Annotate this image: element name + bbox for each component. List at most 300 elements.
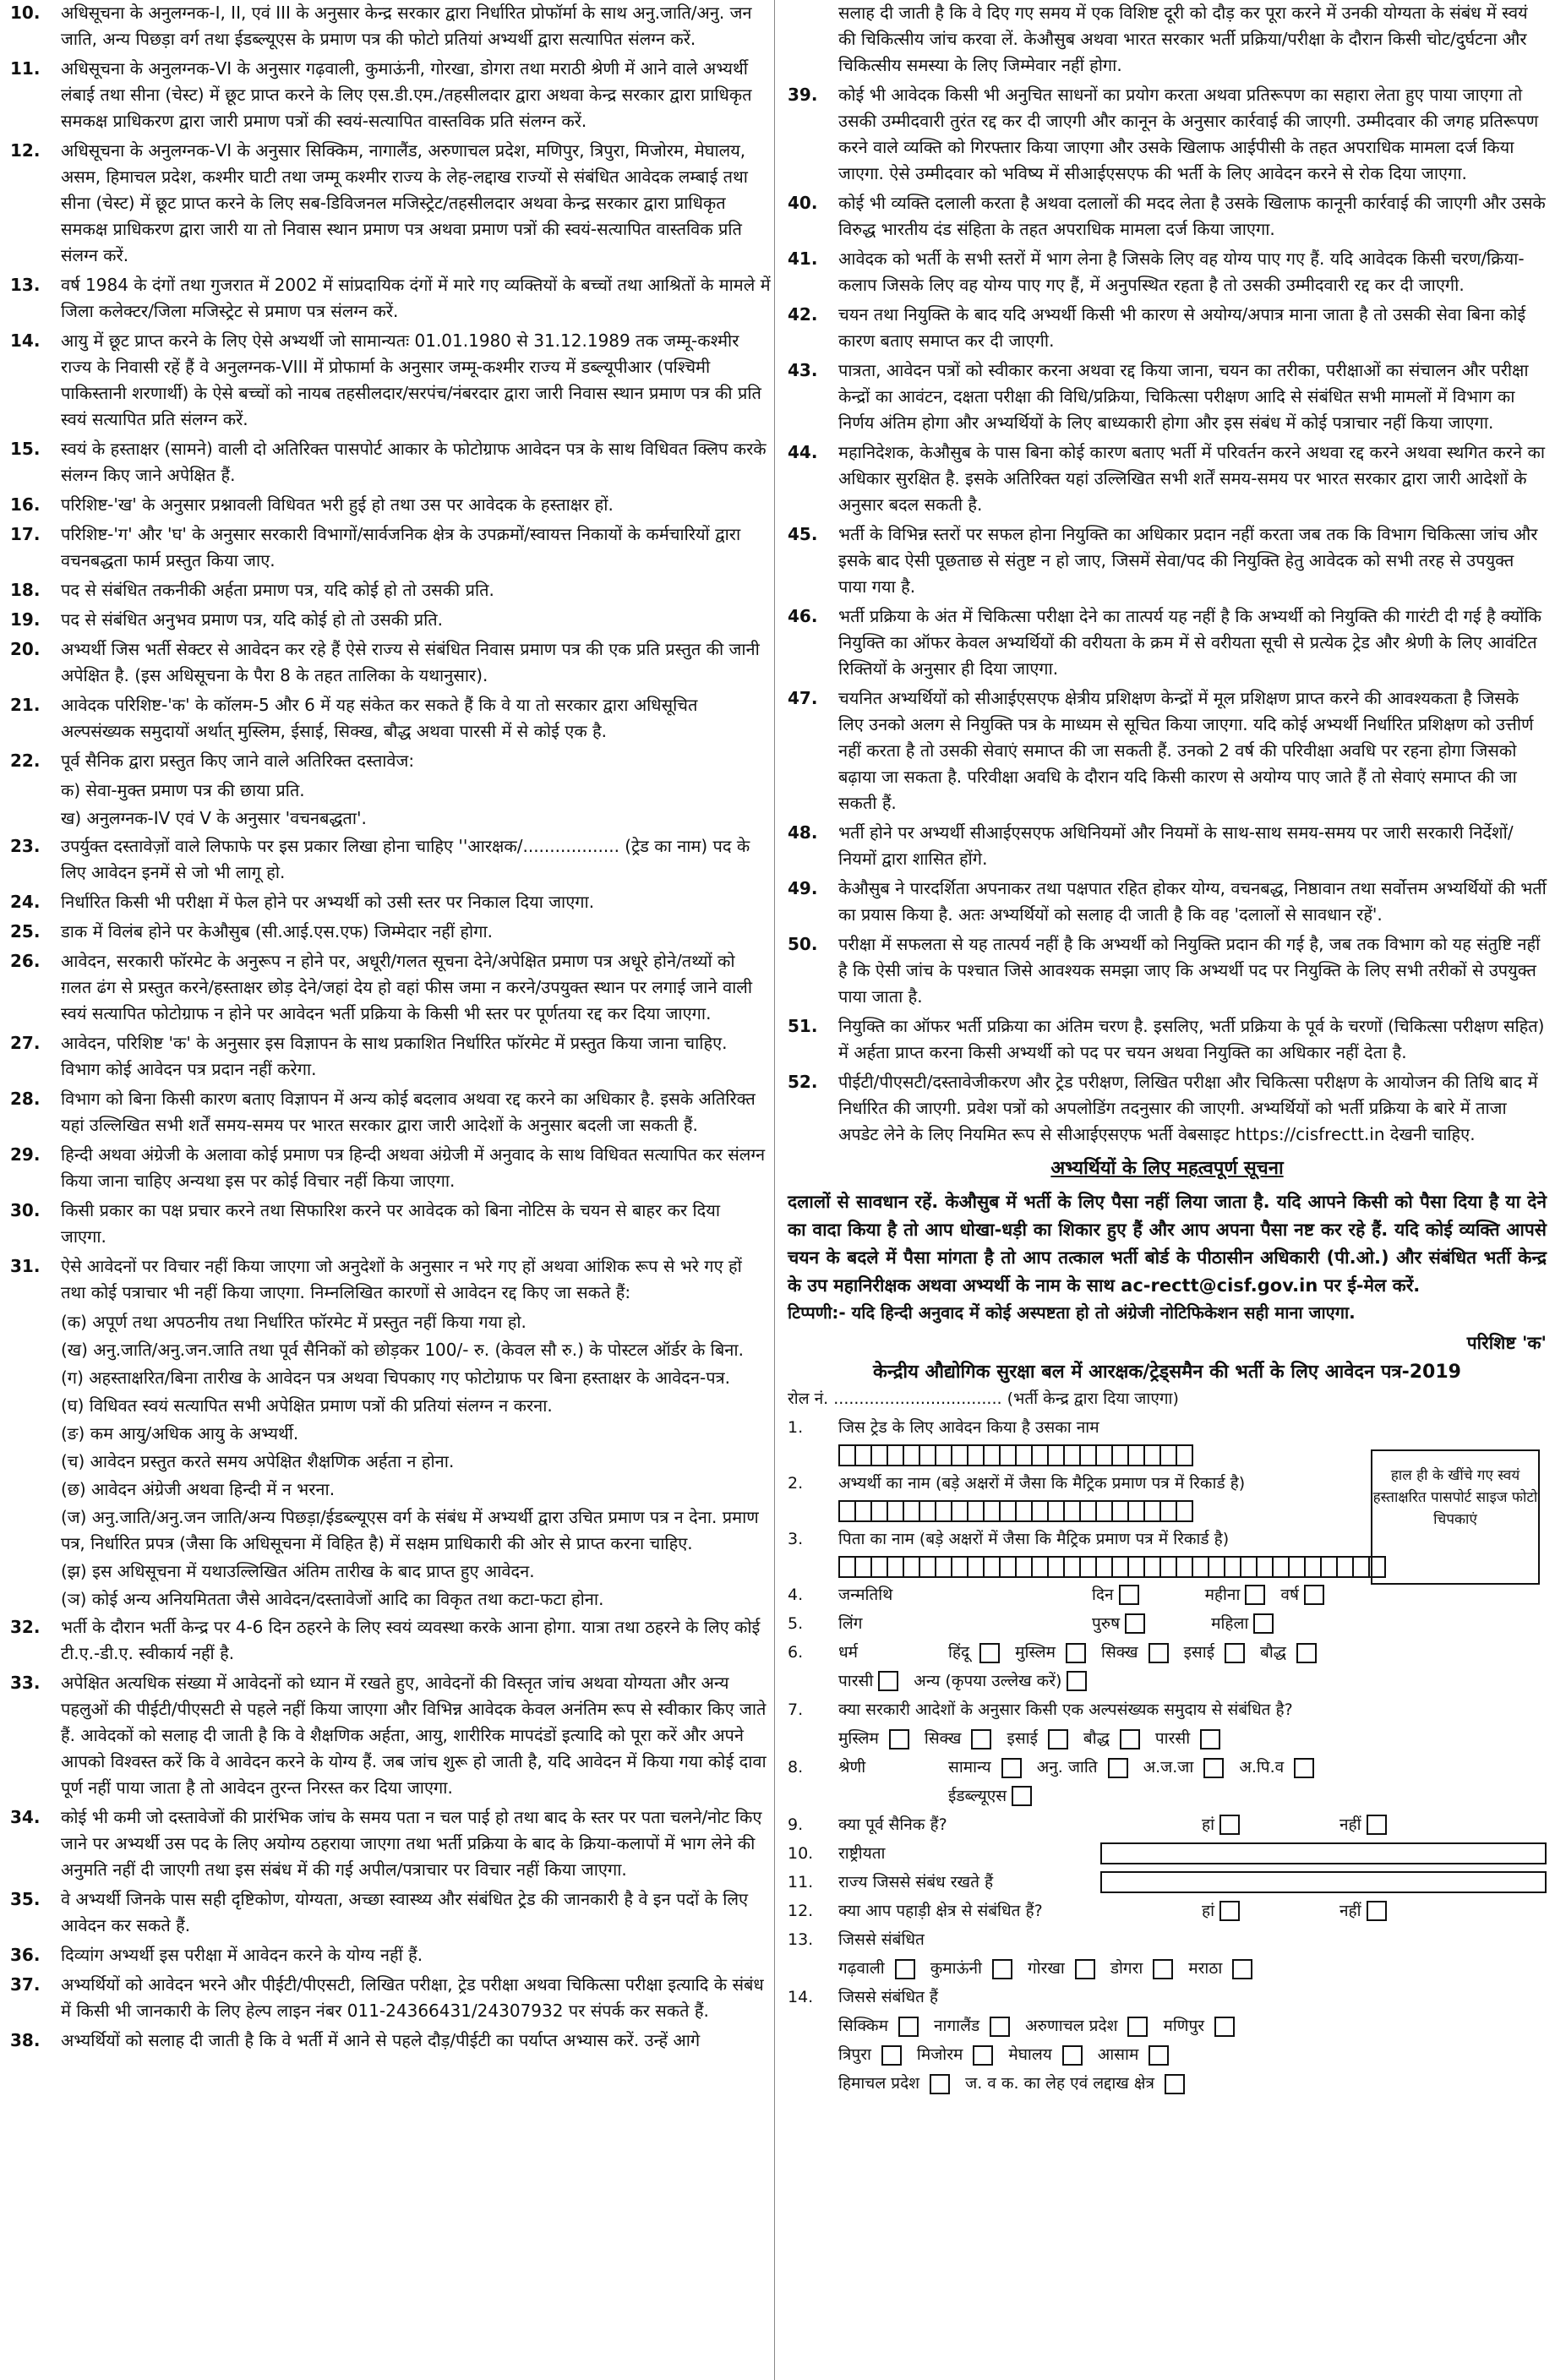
form-field-12: 12. क्या आप पहाड़ी क्षेत्र से संबंधित हैं? हां नहीं [788,1899,1547,1923]
paragraph-number: 22. [10,751,41,771]
hill-area-yes-checkbox[interactable] [1219,1901,1240,1921]
paragraph-number: 20. [10,639,41,659]
letter-cell[interactable] [967,1444,983,1466]
paragraph-text: परिशिष्ट-'ख' के अनुसार प्रश्नावली विधिवत भरी हुई हो तथा उस पर आवेदक के हस्ताक्षर हों. [61,494,614,515]
state-option-label: ज. व क. का लेह एवं लद्दाख क्षेत्र [965,2074,1154,2093]
notice-body: दलालों से सावधान रहें. केऔसुब में भर्ती के लिए पैसा नहीं लिया जाता है. यदि आपने किसी को पैसा दिया है या देने का वादा किया है तो आप धोखा-धड़ी का शिकार हुए हैं और आप अपना पैसा नष्ट कर रहे हैं. यदि कोई व्यक्ति आपसे चयन के बदले में पैसा मांगता है तो आप तत्काल भर्ती बोर्ड के पीठासीन अधिकारी (पी.ओ.) और संबंधित भर्ती केन्द्र के उप महानिरीक्षक अथवा अभ्यर्थी के नाम के साथ ac-rectt@cisf.gov.in पर ई-मेल करें. [788,1192,1547,1296]
sub-item: (घ) विधिवत स्वयं सत्यापित सभी अपेक्षित प्रमाण पत्रों की प्रतियां संलग्न न करना. [61,1395,553,1416]
hill-community-option-label: कुमाऊंनी [930,1959,982,1978]
paragraph-text: नियुक्ति का ऑफर भर्ती प्रक्रिया का अंतिम चरण है. इसलिए, भर्ती प्रक्रिया के पूर्व के चरणों (चिकित्सा परीक्षण सहित) में अर्हता प्राप्त करना किसी अभ्यर्थी को पद पर चयन अथवा नियुक्ति का अधिकार नहीं देता है. [838,1016,1545,1062]
gender-female-checkbox[interactable] [1253,1613,1274,1634]
letter-cell[interactable] [1288,1556,1304,1578]
paragraph-text: आवेदन, सरकारी फॉरमेट के अनुरूप न होने पर, अधूरी/गलत सूचना देने/अपेक्षित प्रमाण पत्र अधूरे होने/तथ्यों को ग़लत ढंग से प्रस्तुत करने/हस्ताक्षर छोड़ देने/जहां देय हो वहां फीस जमा न करने/उपयुक्त स्थान पर लगाई जाने वाली स्वयं सत्यापित फोटोग्राफ न होने पर आवेदन भर्ती प्रक्रिया के किसी भी स्तर पर पूर्णतया रद्द कर दिया जाएगा. [61,951,753,1024]
numbered-paragraph [10,889,771,915]
paragraph-number: 45. [788,524,818,544]
paragraph-text: कोई भी कमी जो दस्तावेजों की प्रारंभिक जांच के समय पता न चल पाई हो तथा बाद के स्तर पर पता चलने/नोट किए जाने पर अभ्यर्थी उस पद के लिए अयोग्य ठहराया जाएगा तथा भर्ती प्रक्रिया के बाद के क्रिया-कलापों में भाग लेने की अनुमति नहीं दी जाएगी तथा इस संबंध में की गई अपील/पत्राचार पर विचार नहीं किया जाएगा. [61,1807,762,1880]
religion-option-label: बौद्ध [1260,1643,1286,1662]
state-option-checkbox[interactable] [1149,2045,1169,2066]
numbered-paragraph [10,272,771,325]
letter-cell[interactable] [870,1556,887,1578]
paragraph-number: 17. [10,524,41,544]
state-option-checkbox[interactable] [973,2045,993,2066]
numbered-paragraph [10,138,771,269]
ex-serviceman-yes-checkbox[interactable] [1219,1815,1240,1835]
numbered-paragraph [10,1086,771,1138]
hill-community-option-checkbox[interactable] [1075,1959,1095,1979]
paragraph-number: 28. [10,1089,41,1109]
paragraph-text: दिव्यांग अभ्यर्थी इस परीक्षा में आवेदन करने के योग्य नहीं हैं. [61,1945,423,1965]
numbered-paragraph [10,1670,771,1801]
letter-cell[interactable] [870,1500,887,1522]
letter-cell[interactable] [887,1556,903,1578]
numbered-paragraph [10,636,771,689]
numbered-paragraph [10,692,771,745]
letter-cell[interactable] [999,1500,1015,1522]
letter-cell[interactable] [854,1500,870,1522]
paragraph-text: डाक में विलंब होने पर केऔसुब (सी.आई.एस.एफ) जिम्मेदार नहीं होगा. [61,921,494,942]
paragraph-number: 27. [10,1033,41,1053]
paragraph-text: आवेदक परिशिष्ट-'क' के कॉलम-5 और 6 में यह संकेत कर सकते हैं कि वे या तो सरकार द्वारा अधिसूचित अल्पसंख्यक समुदायों अर्थात् मुस्लिम, ईसाई, सिक्ख, बौद्ध अथवा पारसी में से कोई एक है. [61,695,698,741]
paragraph-number: 25. [10,921,41,942]
minority-option-checkbox[interactable] [889,1729,909,1750]
paragraph-text: परीक्षा में सफलता से यह तात्पर्य नहीं है कि अभ्यर्थी को नियुक्ति प्रदान की गई है, जब तक विभाग को यह संतुष्टि नहीं है कि ऐसी जांच के पश्चात जिसे आवश्यक समझा जाए कि अभ्यर्थी पद पर नियुक्ति के लिए सभी तरीकों से उपयुक्त पाया जाता है. [838,934,1541,1007]
paragraph-text: पद से संबंधित अनुभव प्रमाण पत्र, यदि कोई हो तो उसकी प्रति. [61,609,444,630]
form-field-13: 13. जिससे संबंधित [788,1930,925,1949]
paragraph-text: उपर्युक्त दस्तावेज़ों वाले लिफाफे पर इस प्रकार लिखा होना चाहिए ''आरक्षक/.................. (ट्रेड का नाम) पद के लिए आवेदन इनमें से जो भी लागू हो. [61,836,750,882]
hill-community-option-label: गोरखा [1027,1959,1065,1978]
sub-item: (ज) अनु.जाति/अनु.जन जाति/अन्य पिछड़ा/ईडब्ल्यूएस वर्ग के संबंध में अभ्यर्थी द्वारा उचित प्रमाण पत्र न देना. प्रमाण पत्र, निर्धारित प्रपत्र (जैसा कि अधिसूचना में विहित है) में सक्षम प्राधिकारी की ओर से प्राप्त करना चाहिए. [61,1507,759,1553]
paragraph-text: महानिदेशक, केऔसुब के पास बिना कोई कारण बताए भर्ती में परिवर्तन करने अथवा रद्द करने अथवा स्थगित करने का अधिकार सुरक्षित है. इसके अतिरिक्त यहां उल्लिखित सभी शर्तें समय-समय पर भारत सरकार द्वारा जारी आदेशों के अनुसार बदल सकती है. [838,442,1546,515]
religion-option-checkbox[interactable] [1296,1643,1317,1663]
letter-cell[interactable] [983,1556,999,1578]
letter-cell[interactable] [1079,1556,1095,1578]
letter-cell[interactable] [967,1556,983,1578]
letter-cell[interactable] [1336,1556,1352,1578]
letter-cell[interactable] [870,1444,887,1466]
letter-cell[interactable] [1256,1556,1272,1578]
category-option-checkbox[interactable] [1294,1758,1314,1778]
category-option-label: अनु. जाति [1036,1758,1098,1777]
paragraph-text: भर्ती के दौरान भर्ती केन्द्र पर 4-6 दिन ठहरने के लिए स्वयं व्यवस्था करके आना होगा. यात्रा तथा ठहरने के लिए कोई टी.ए.-डी.ए. स्वीकार्य नहीं है. [61,1617,761,1663]
state-option-label: मणिपुर [1163,2017,1205,2035]
form-field-6: 6. धर्म हिंदू मुस्लिम सिक्ख इसाई बौद्ध [788,1640,1547,1664]
letter-cell[interactable] [1143,1500,1159,1522]
hill-area-no-checkbox[interactable] [1367,1901,1387,1921]
letter-cell[interactable] [1127,1444,1143,1466]
letter-cell[interactable] [1111,1500,1127,1522]
paragraph-number: 43. [788,360,818,380]
left-column [10,0,771,2057]
religion-option-checkbox[interactable] [1149,1643,1169,1663]
state-option-checkbox[interactable] [1062,2045,1083,2066]
paragraph-text: अभ्यर्थी जिस भर्ती सेक्टर से आवेदन कर रहे हैं ऐसे राज्य से संबंधित निवास प्रमाण पत्र की एक प्रति प्रस्तुत की जानी अपेक्षित है. (इस अधिसूचना के पैरा 8 के तहत तालिका के यथानुसार). [61,639,760,685]
paragraph-number: 21. [10,695,41,715]
paragraph-number: 39. [788,85,818,105]
paragraph-number: 32. [10,1617,41,1637]
form-field-14-row2 [788,2043,1547,2066]
paragraph-text: अधिसूचना के अनुलग्नक-VI के अनुसार गढ़वाली, कुमाऊंनी, गोरखा, डोगरा तथा मराठी श्रेणी में आने वाले अभ्यर्थी लंबाई तथा सीना (चेस्ट) में छूट प्राप्त करने के लिए एस.डी.एम./तहसीलदार द्वारा अथवा केन्द्र सरकार द्वारा प्राधिकृत समकक्ष प्राधिकरण द्वारा जारी प्रमाण पत्रों की स्वयं-सत्यापित वास्तविक प्रति संलग्न करें. [61,58,752,131]
numbered-paragraph [10,328,771,433]
form-field-11: 11. राज्य जिससे संबंध रखते हैं [788,1870,1547,1894]
paragraph-number: 49. [788,878,818,898]
paragraph-number: 51. [788,1016,818,1036]
numbered-paragraph [10,1142,771,1194]
paragraph-number: 23. [10,836,41,856]
numbered-paragraph [10,948,771,1027]
paragraph-number: 24. [10,892,41,912]
numbered-paragraph [788,82,1547,187]
paragraph-number: 34. [10,1807,41,1827]
paragraph-text: किसी प्रकार का पक्ष प्रचार करने तथा सिफारिश करने पर आवेदक को बिना नोटिस के चयन से बाहर कर दिया जाएगा. [61,1200,721,1247]
paragraph-number: 19. [10,609,41,630]
numbered-paragraph [788,685,1547,816]
letter-cell[interactable] [1095,1500,1111,1522]
sub-item: (ङ) कम आयु/अधिक आयु के अभ्यर्थी. [61,1423,299,1444]
state-option-label: मिजोरम [916,2045,963,2064]
letter-cell[interactable] [903,1500,919,1522]
numbered-paragraph [10,1253,771,1306]
religion-option-label: इसाई [1183,1643,1215,1662]
form-field-14-row1 [788,2014,1547,2038]
form-field-4: 4. जन्मतिथि दिन महीना वर्ष [788,1583,1547,1607]
paragraph-number: 15. [10,439,41,459]
letter-cell[interactable] [1063,1444,1079,1466]
letter-cell[interactable] [1192,1556,1208,1578]
paragraph-number: 44. [788,442,818,462]
paragraph-text: केऔसुब ने पारदर्शिता अपनाकर तथा पक्षपात रहित होकर योग्य, वचनबद्ध, निष्ठावान तथा सर्वोत्तम अभ्यर्थियों की भर्ती का प्रयास किया है. अतः अभ्यर्थियों को सलाह दी जाती है कि वह 'दलालों से सावधान रहें'. [838,878,1547,925]
letter-cell[interactable] [999,1444,1015,1466]
paragraph-text: ऐसे आवेदनों पर विचार नहीं किया जाएगा जो अनुदेशों के अनुसार न भरे गए हों अथवा आंशिक रूप से भरे गए हों तथा कोई पत्राचार भी नहीं किया जाएगा. निम्नलिखित कारणों से आवेदन रद्द किए जा सकते हैं: [61,1256,742,1302]
form-field-6-extra: पारसी अन्य (कृपया उल्लेख करें) [788,1669,1547,1693]
letter-cell[interactable] [1063,1500,1079,1522]
letter-cell[interactable] [1111,1444,1127,1466]
paragraph-text: कोई भी आवेदक किसी भी अनुचित साधनों का प्रयोग करता अथवा प्रतिरूपण का सहारा लेता हुए पाया जाएगा तो उसकी उम्मीदवारी तुरंत रद्द कर दी जाएगी और कानून के अनुसार कार्रवाई की जाएगी. उम्मीदवार की जगह प्रतिरूपण करने वाले व्यक्ति को गिरफ्तार किया जाएगा और उसके खिलाफ आईपीसी के तहत अपराधिक मामला दर्ज किया जाएगा. ऐसे उम्मीदवार को भविष्य में सीआईएसएफ की भर्ती के लिए आवेदन करने से रोक दिया जाएगा. [838,85,1539,183]
numbered-paragraph [10,0,771,52]
paragraph-text: निर्धारित किसी भी परीक्षा में फेल होने पर अभ्यर्थी को उसी स्तर पर निकाल दिया जाएगा. [61,892,595,912]
paragraph-number: 13. [10,275,41,295]
numbered-paragraph [788,358,1547,436]
minority-option-checkbox[interactable] [1120,1729,1140,1750]
category-ews-checkbox[interactable] [1012,1786,1032,1806]
numbered-paragraph [10,1942,771,1968]
roll-number-line: रोल नं. ................................. (भर्ती केन्द्र द्वारा दिया जाएगा) [788,1389,1179,1408]
sub-item: (छ) आवेदन अंग्रेजी अथवा हिन्दी में न भरना. [61,1479,336,1499]
letter-cell[interactable] [1176,1500,1193,1522]
numbered-paragraph [10,1972,771,2024]
paragraph-number: 18. [10,580,41,600]
state-option-checkbox[interactable] [930,2074,950,2094]
religion-option-checkbox[interactable] [1066,1643,1086,1663]
form-field-14: 14. जिससे संबंधित हैं [788,1988,939,2006]
dob-year-box[interactable] [1304,1585,1324,1605]
letter-cell[interactable] [1111,1556,1127,1578]
numbered-paragraph [10,607,771,633]
sub-item: (च) आवेदन प्रस्तुत करते समय अपेक्षित शैक्षणिक अर्हता न होना. [61,1451,455,1471]
form-field-7-options [788,1727,1547,1750]
paragraph-number: 50. [788,934,818,954]
letter-cell[interactable] [854,1444,870,1466]
translation-note: टिप्पणी:- यदि हिन्दी अनुवाद में कोई अस्पष्टता हो तो अंग्रेजी नोटिफिकेशन सही माना जाएगा. [788,1302,1356,1323]
paragraph-text: हिन्दी अथवा अंग्रेजी के अलावा कोई प्रमाण पत्र हिन्दी अथवा अंग्रेजी में अनुवाद के साथ विधिवत सत्यापित कर संलग्न किया जाना चाहिए अन्यथा इस पर कोई विचार नहीं किया जाएगा. [61,1144,766,1191]
letter-cell[interactable] [1015,1500,1031,1522]
minority-option-label: मुस्लिम [838,1729,879,1748]
category-option-label: सामान्य [948,1758,991,1777]
numbered-paragraph [10,577,771,603]
letter-cell[interactable] [935,1556,951,1578]
paragraph-text: अधिसूचना के अनुलग्नक-VI के अनुसार सिक्किम, नागालैंड, अरुणाचल प्रदेश, मणिपुर, त्रिपुरा, मिजोरम, मेघालय, असम, हिमाचल प्रदेश, कश्मीर घाटी तथा जम्मू कश्मीर राज्य के लेह-लद्दाख राज्यों से संबंधित आवेदक लम्बाई तथा सीना (चेस्ट) में छूट प्राप्त करने के लिए सब-डिविजनल मजिस्ट्रेट/तहसीलदार अथवा केन्द्र सरकार द्वारा प्राधिकृत समकक्ष प्राधिकरण द्वारा जारी या तो निवास स्थान प्रमाण पत्र अथवा प्रमाण पत्रों की स्वयं-सत्यापित वास्तविक प्रति संलग्न करें. [61,140,748,265]
numbered-paragraph [10,919,771,945]
letter-cell[interactable] [1047,1500,1063,1522]
letter-cell[interactable] [1143,1444,1159,1466]
paragraph-text: अधिसूचना के अनुलग्नक-I, II, एवं III के अनुसार केन्द्र सरकार द्वारा निर्धारित प्रोफॉर्मा के साथ अनु.जाति/अनु. जन जाति, अन्य पिछड़ा वर्ग तथा ईडब्ल्यूएस के प्रमाण पत्र की फोटो प्रतियां अभ्यर्थी द्वारा सत्यापित संलग्न करें. [61,3,752,49]
numbered-paragraph [788,1069,1547,1148]
letter-cell[interactable] [951,1556,967,1578]
paragraph-number: 31. [10,1256,41,1276]
paragraph-number: 47. [788,688,818,708]
letter-cell[interactable] [1304,1556,1320,1578]
religion-option-label: मुस्लिम [1015,1643,1056,1662]
letter-cell[interactable] [1159,1500,1176,1522]
letter-cell[interactable] [1015,1444,1031,1466]
paragraph-text: भर्ती होने पर अभ्यर्थी सीआईएसएफ अधिनियमों और नियमों के साथ-साथ समय-समय पर जारी सरकारी निर्देशों/नियमों द्वारा शासित होंगे. [838,822,1514,869]
numbered-paragraph [10,56,771,134]
paragraph-number: 36. [10,1945,41,1965]
letter-cell[interactable] [1224,1556,1240,1578]
letter-cell[interactable] [1079,1444,1095,1466]
numbered-paragraph [788,190,1547,243]
numbered-paragraph [10,1804,771,1883]
dob-day-box[interactable] [1119,1585,1139,1605]
column-divider [774,0,775,2380]
minority-option-checkbox[interactable] [1048,1729,1068,1750]
state-option-checkbox[interactable] [1214,2017,1235,2037]
nationality-input[interactable] [1100,1842,1547,1864]
form-field-9: 9. क्या पूर्व सैनिक हैं? हां नहीं [788,1813,1547,1837]
numbered-paragraph [788,603,1547,682]
form-field-3: 3. पिता का नाम (बड़े अक्षरों में जैसा कि मैट्रिक प्रमाण पत्र में रिकार्ड है) [788,1530,1230,1548]
photo-box: हाल ही के खींचे गए स्वयं हस्ताक्षरित पासपोर्ट साइज फोटो चिपकाएं [1371,1449,1540,1585]
religion-parsi-checkbox[interactable] [878,1671,898,1691]
letter-cell[interactable] [1143,1556,1159,1578]
continued-paragraph: सलाह दी जाती है कि वे दिए गए समय में एक विशिष्ट दूरी को दौड़ कर पूरा करने में उनकी योग्यता के संबंध में स्वयं की चिकित्सीय जांच करवा लें. केऔसुब अथवा भारत सरकार भर्ती प्रक्रिया/परीक्षा के दौरान किसी चोट/दुर्घटना और चिकित्सीय समस्या के लिए जिम्मेवार नहीं होगा. [838,3,1528,75]
paragraph-number: 46. [788,606,818,626]
minority-option-checkbox[interactable] [1200,1729,1220,1750]
letter-cell[interactable] [967,1500,983,1522]
paragraph-text: पीईटी/पीएसटी/दस्तावेजीकरण और ट्रेड परीक्षण, लिखित परीक्षा और चिकित्सा परीक्षण के आयोजन की तिथि बाद में निर्धारित की जाएगी. प्रवेश पत्रों को अपलोडिंग तदनुसार की जाएगी. अभ्यर्थियों को भर्ती प्रक्रिया के बारे में ताजा अपडेट लेने के लिए नियमित रूप से सीआईएसएफ भर्ती वेबसाइट https://cisfrectt.in देखनी चाहिए. [838,1072,1538,1144]
letter-cell[interactable] [1079,1500,1095,1522]
letter-cell[interactable] [854,1556,870,1578]
letter-cell[interactable] [983,1444,999,1466]
paragraph-text: आवेदन, परिशिष्ट 'क' के अनुसार इस विज्ञापन के साथ प्रकाशित निर्धारित फॉरमेट में प्रस्तुत किया जाना चाहिए. विभाग कोई आवेदन पत्र प्रदान नहीं करेगा. [61,1033,728,1079]
letter-cell[interactable] [983,1500,999,1522]
letter-cell[interactable] [1272,1556,1288,1578]
letter-cell[interactable] [1159,1556,1176,1578]
religion-option-checkbox[interactable] [1225,1643,1245,1663]
minority-option-label: पारसी [1154,1729,1191,1748]
form-field-5: 5. लिंग पुरुष महिला [788,1612,1547,1635]
sub-item: ख) अनुलग्नक-IV एवं V के अनुसार 'वचनबद्धता'. [61,808,367,828]
letter-cell[interactable] [1176,1444,1193,1466]
paragraph-text: आवेदक को भर्ती के सभी स्तरों में भाग लेना है जिसके लिए वह योग्य पाए गए हैं. यदि आवेदक किसी चरण/क्रिया-कलाप जिसके लिए वह योग्य पाए गए हैं, में अनुपस्थित रहता है तो उसकी उम्मीदवारी रद्द कर दी जाएगी. [838,248,1525,295]
letter-cell[interactable] [951,1444,967,1466]
paragraph-number: 10. [10,3,41,23]
minority-option-label: बौद्ध [1083,1729,1110,1748]
letter-cell[interactable] [999,1556,1015,1578]
state-option-checkbox[interactable] [898,2017,919,2037]
letter-cell[interactable] [1095,1444,1111,1466]
letter-cell[interactable] [838,1500,854,1522]
form-title: केन्द्रीय औद्योगिक सुरक्षा बल में आरक्षक/ट्रेड्समैन की भर्ती के लिए आवेदन पत्र-2019 [873,1362,1461,1383]
letter-cell[interactable] [1015,1556,1031,1578]
letter-cell[interactable] [887,1444,903,1466]
state-option-label: अरुणाचल प्रदेश [1025,2017,1118,2035]
letter-cell[interactable] [935,1500,951,1522]
paragraph-text: विभाग को बिना किसी कारण बताए विज्ञापन में अन्य कोई बदलाव अथवा रद्द करने का अधिकार है. इसके अतिरिक्त यहां उल्लिखित सभी शर्तें समय-समय पर भारत सरकार द्वारा जारी आदेशों के अनुसार बदली जा सकती हैं. [61,1089,756,1135]
state-option-label: मेघालय [1008,2045,1052,2064]
category-option-label: अ.पि.व [1239,1758,1285,1777]
numbered-paragraph [10,1198,771,1250]
paragraph-number: 52. [788,1072,818,1092]
paragraph-text: भर्ती के विभिन्न स्तरों पर सफल होना नियुक्ति का अधिकार प्रदान नहीं करता जब तक कि विभाग चिकित्सा जांच और इसके बाद ऐसी पूछताछ से संतुष्ट न हो जाए, जिसमें सेवा/पद की नियुक्ति हेतु आवेदक को सभी तरह से उपयुक्त पाया गया है. [838,524,1538,597]
hill-community-option-label: मराठा [1188,1959,1223,1978]
letter-cell[interactable] [919,1500,935,1522]
numbered-paragraph [788,439,1547,518]
paragraph-number: 16. [10,494,41,515]
sub-item: (क) अपूर्ण तथा अपठनीय तथा निर्धारित फॉरमेट में प्रस्तुत नहीं किया गया हो. [61,1312,527,1332]
state-option-label: हिमाचल प्रदेश [838,2074,920,2093]
hill-community-option-label: डोगरा [1110,1959,1143,1978]
form-field-1: 1. जिस ट्रेड के लिए आवेदन किया है उसका नाम [788,1418,1099,1437]
letter-cell[interactable] [1047,1444,1063,1466]
paragraph-number: 29. [10,1144,41,1165]
letter-cell[interactable] [1208,1556,1224,1578]
paragraph-number: 12. [10,140,41,161]
paragraph-number: 42. [788,304,818,325]
category-option-checkbox[interactable] [1203,1758,1224,1778]
religion-option-checkbox[interactable] [979,1643,1000,1663]
paragraph-number: 48. [788,822,818,843]
letter-cell[interactable] [935,1444,951,1466]
notice-title: अभ्यर्थियों के लिए महत्वपूर्ण सूचना [1050,1158,1284,1179]
sub-item: (ख) अनु.जाति/अनु.जन.जाति तथा पूर्व सैनिकों को छोड़कर 100/- रु. (केवल सौ रु.) के पोस्टल ऑर्डर के बिना. [61,1340,744,1360]
gender-male-checkbox[interactable] [1125,1613,1145,1634]
category-option-checkbox[interactable] [1108,1758,1128,1778]
letter-cell[interactable] [903,1556,919,1578]
paragraph-text: पद से संबंधित तकनीकी अर्हता प्रमाण पत्र, यदि कोई हो तो उसकी प्रति. [61,580,494,600]
religion-option-label: हिंदू [948,1643,970,1662]
form-field-7: 7. क्या सरकारी आदेशों के अनुसार किसी एक अल्पसंख्यक समुदाय से संबंधित है? [788,1700,1293,1719]
letter-cell[interactable] [1063,1556,1079,1578]
form-field-13-options [788,1957,1547,1980]
letter-cell[interactable] [951,1500,967,1522]
letter-cell[interactable] [838,1444,854,1466]
letter-cell[interactable] [1127,1556,1143,1578]
letter-cell[interactable] [919,1556,935,1578]
paragraph-text: वर्ष 1984 के दंगों तथा गुजरात में 2002 में सांप्रदायिक दंगों में मारे गए व्यक्तियों के बच्चों तथा आश्रितों के मामले में जिला कलेक्टर/जिला मजिस्ट्रेट से प्रमाण पत्र संलग्न करें. [61,275,771,321]
sub-item: (ञ) कोई अन्य अनियमितता जैसे आवेदन/दस्तावेजों आदि का विकृत तथा कटा-फटा होना. [61,1589,604,1609]
numbered-paragraph [788,302,1547,354]
minority-option-checkbox[interactable] [971,1729,991,1750]
form-field-8-ews: ईडब्ल्यूएस [788,1784,1547,1808]
minority-option-label: इसाई [1007,1729,1038,1748]
state-option-checkbox[interactable] [1127,2017,1148,2037]
paragraph-text: स्वयं के हस्ताक्षर (सामने) वाली दो अतिरिक्त पासपोर्ट आकार के फोटोग्राफ आवेदन पत्र के साथ विधिवत क्लिप करके संलग्न किए जाने अपेक्षित हैं. [61,439,767,485]
paragraph-number: 30. [10,1200,41,1220]
state-input[interactable] [1100,1871,1547,1893]
hill-community-option-checkbox[interactable] [992,1959,1012,1979]
letter-cell[interactable] [1240,1556,1256,1578]
letter-cell[interactable] [1352,1556,1368,1578]
state-option-label: नागालैंड [934,2017,980,2035]
letter-cell[interactable] [887,1500,903,1522]
numbered-paragraph [788,1013,1547,1066]
letter-cell[interactable] [903,1444,919,1466]
numbered-paragraph [788,931,1547,1010]
numbered-paragraph [10,748,771,774]
letter-cell[interactable] [1159,1444,1176,1466]
state-option-label: त्रिपुरा [838,2045,871,2064]
state-option-label: आसाम [1097,2045,1139,2064]
form-field-2: 2. अभ्यर्थी का नाम (बड़े अक्षरों में जैसा कि मैट्रिक प्रमाण पत्र में रिकार्ड है) [788,1474,1246,1493]
numbered-paragraph [10,521,771,574]
letter-cell[interactable] [1031,1500,1047,1522]
paragraph-text: अभ्यर्थियों को सलाह दी जाती है कि वे भर्ती में आने से पहले दौड़/पीईटी का पर्याप्त अभ्यास करें. उन्हें आगे [61,2030,701,2050]
letter-cell[interactable] [1176,1556,1192,1578]
state-option-checkbox[interactable] [1165,2074,1185,2094]
state-option-checkbox[interactable] [990,2017,1010,2037]
paragraph-text: कोई भी व्यक्ति दलाली करता है अथवा दलालों की मदद लेता है उसके खिलाफ कानूनी कार्रवाई की जाएगी और उसके विरुद्ध भारतीय दंड संहिता के तहत अपराधिक मामला दर्ज किया जाएगा. [838,193,1546,239]
numbered-paragraph [10,492,771,518]
numbered-paragraph [10,1614,771,1667]
paragraph-text: अभ्यर्थियों को आवेदन भरने और पीईटी/पीएसटी, लिखित परीक्षा, ट्रेड परीक्षा अथवा चिकित्सा परीक्षा इत्यादि के संबंध में किसी भी जानकारी के लिए हेल्प लाइन नंबर 011-24366431/24307932 पर संपर्क कर सकते हैं. [61,1974,764,2021]
hill-community-option-checkbox[interactable] [1232,1959,1252,1979]
paragraph-text: वे अभ्यर्थी जिनके पास सही दृष्टिकोण, योग्यता, अच्छा स्वास्थ्य और संबंधित ट्रेड की जानकारी है वे इन पदों के लिए आवेदन कर सकते हैं. [61,1889,749,1935]
state-option-checkbox[interactable] [881,2045,902,2066]
paragraph-text: पात्रता, आवेदन पत्रों को स्वीकार करना अथवा रद्द किया जाना, चयन का तरीका, परीक्षाओं का संचालन और परीक्षा केन्द्रों का आवंटन, दक्षता परीक्षा की विधि/प्रक्रिया, चिकित्सा परीक्षण आदि से संबंधित सभी मामलों में विभाग का निर्णय अंतिम होगा और अभ्यर्थियों के लिए बाध्यकारी होगा और इस संबंध में कोई पत्राचार नहीं किया जाएगा. [838,360,1529,433]
form-field-8: 8. श्रेणी सामान्य अनु. जाति अ.ज.जा अ.पि.व [788,1755,1547,1779]
paragraph-number: 26. [10,951,41,971]
hill-community-option-checkbox[interactable] [1153,1959,1173,1979]
religion-option-label: सिक्ख [1101,1643,1138,1662]
state-option-label: सिक्किम [838,2017,888,2035]
letter-cell[interactable] [919,1444,935,1466]
letter-cell[interactable] [1047,1556,1063,1578]
paragraph-number: 38. [10,2030,41,2050]
letter-cell[interactable] [1320,1556,1336,1578]
letter-cell[interactable] [1095,1556,1111,1578]
numbered-paragraph [788,820,1547,872]
sub-item: (झ) इस अधिसूचना में यथाउल्लिखित अंतिम तारीख के बाद प्राप्त हुए आवेदन. [61,1561,535,1581]
hill-community-option-checkbox[interactable] [895,1959,915,1979]
dob-month-box[interactable] [1245,1585,1265,1605]
paragraph-number: 35. [10,1889,41,1909]
hill-community-option-label: गढ़वाली [838,1959,885,1978]
letter-cell[interactable] [1127,1500,1143,1522]
category-option-checkbox[interactable] [1001,1758,1022,1778]
form-field-10: 10. राष्ट्रीयता [788,1842,1547,1865]
letter-cell[interactable] [1031,1556,1047,1578]
paragraph-number: 11. [10,58,41,79]
paragraph-text: परिशिष्ट-'ग' और 'घ' के अनुसार सरकारी विभागों/सार्वजनिक क्षेत्र के उपक्रमों/स्वायत्त निकायों के कर्मचारियों द्वारा वचनबद्धता फार्म प्रस्तुत किया जाए. [61,524,741,570]
application-form [788,1416,1547,2095]
ex-serviceman-no-checkbox[interactable] [1367,1815,1387,1835]
paragraph-number: 33. [10,1673,41,1693]
letter-cell[interactable] [1031,1444,1047,1466]
letter-cell[interactable] [838,1556,854,1578]
right-column [788,0,1547,2100]
sub-item: क) सेवा-मुक्त प्रमाण पत्र की छाया प्रति. [61,780,305,800]
religion-other-checkbox[interactable] [1067,1671,1087,1691]
